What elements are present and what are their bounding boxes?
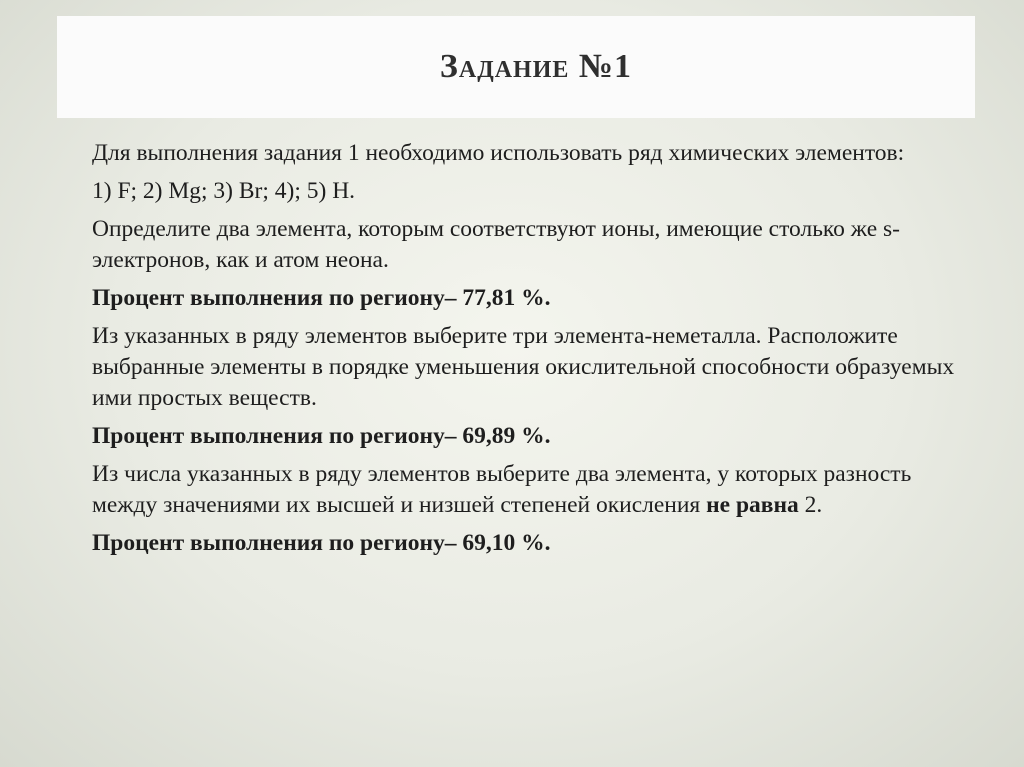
question-3-emphasis: не равна xyxy=(706,492,799,518)
question-3 xyxy=(92,459,962,521)
result-1: Процент выполнения по региону– 77,81 %. xyxy=(92,285,551,311)
slide-title: Задание №1 xyxy=(439,48,633,85)
title-bar xyxy=(57,16,975,118)
result-3: Процент выполнения по региону– 69,10 %. xyxy=(92,530,551,556)
element-list: 1) F; 2) Mg; 3) Br; 4); 5) H. xyxy=(92,178,356,204)
question-3-text-end: 2. xyxy=(798,492,823,518)
slide-content xyxy=(92,138,962,566)
task-intro-paragraph: Для выполнения задания 1 необходимо использовать ряд химических элементов: xyxy=(92,140,905,166)
question-2: Из указанных в ряду элементов выберите три элемента-неметалла. Расположите выбранные элементы в порядке уменьшения окислительной способности образуемых ими простых веществ. xyxy=(92,323,955,411)
question-3-text-start: Из числа указанных в ряду элементов выберите два элемента, у которых разность между значениями их высшей и низшей степеней окисления xyxy=(92,461,912,518)
result-2: Процент выполнения по региону– 69,89 %. xyxy=(92,423,551,449)
question-1: Определите два элемента, которым соответствуют ионы, имеющие столько же s-электронов, как и атом неона. xyxy=(92,216,900,273)
